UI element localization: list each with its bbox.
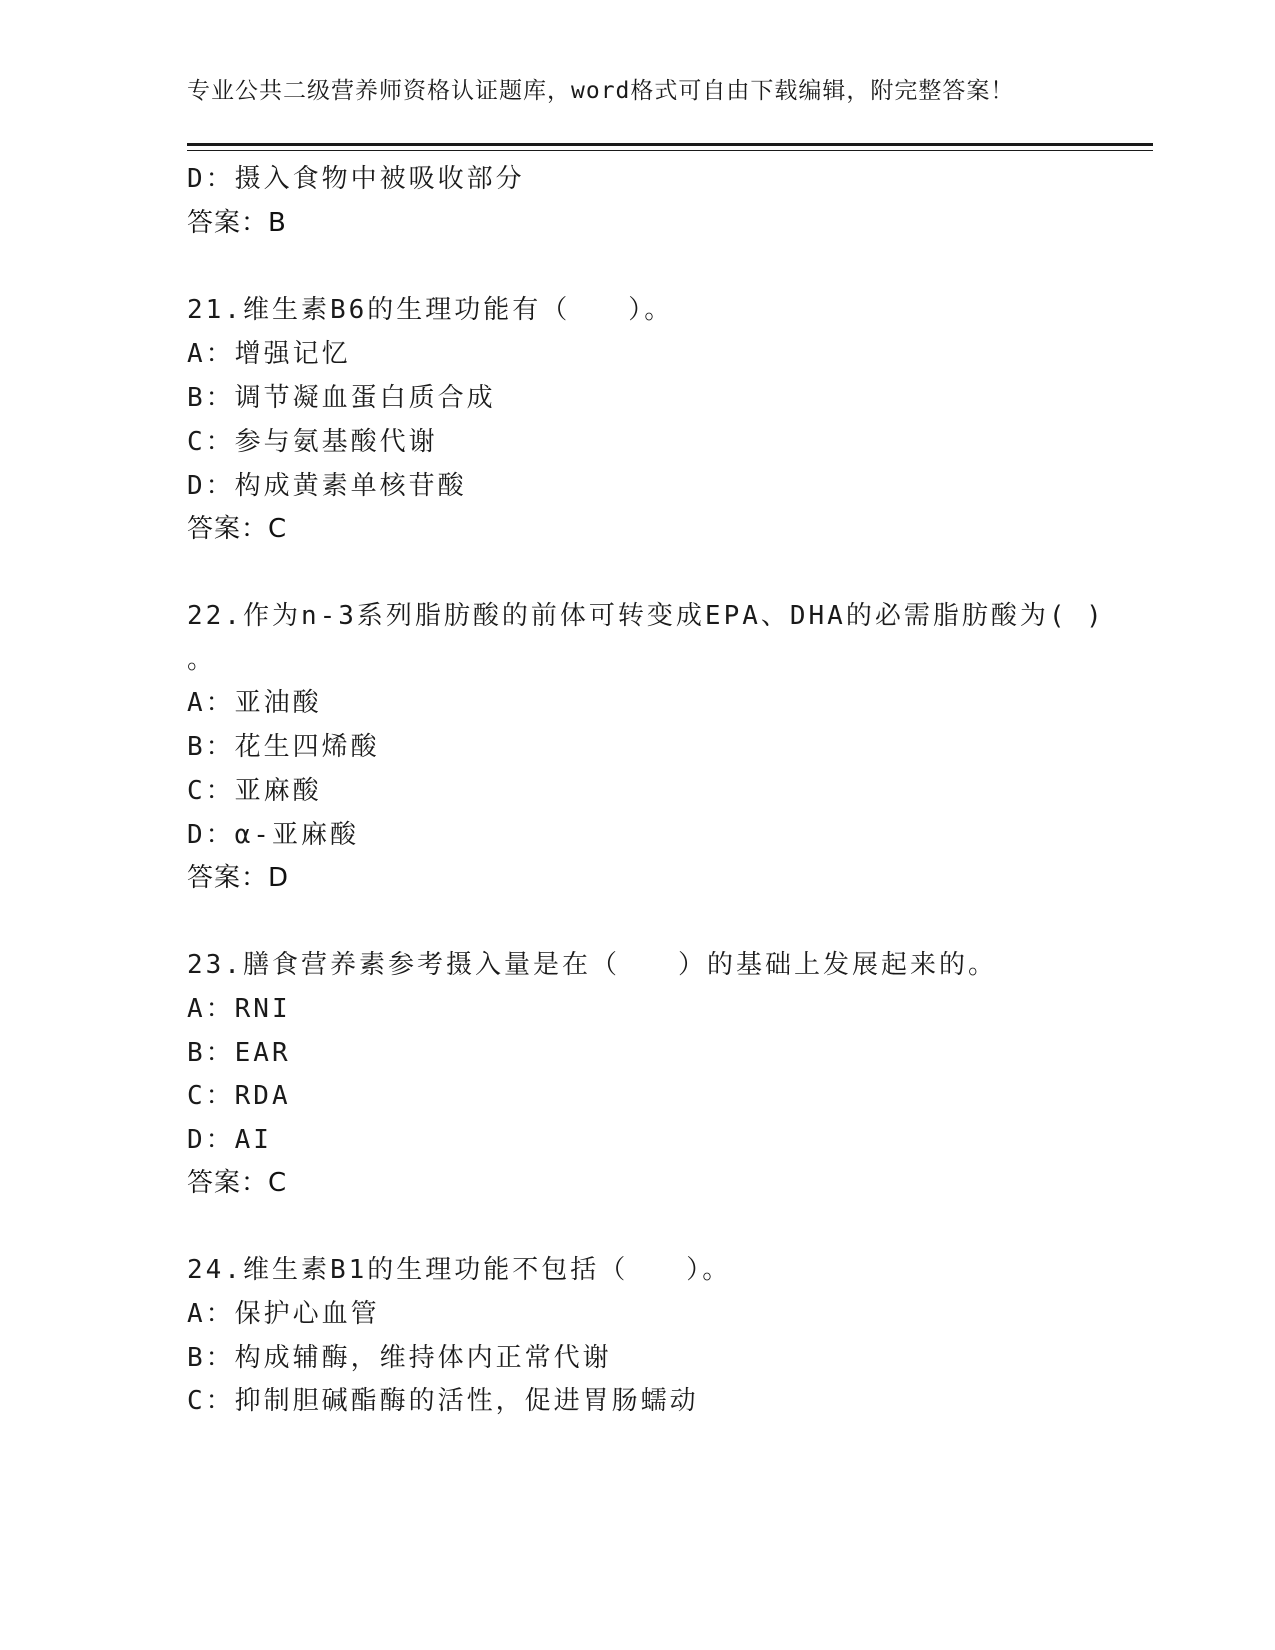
answer-line: 答案：B [187,208,287,238]
answer-line: 答案：C [187,1168,288,1198]
option-b: B：花生四烯酸 [187,732,380,762]
question-stem: 23.膳食营养素参考摄入量是在（ ）的基础上发展起来的。 [187,950,997,980]
option-c: C：抑制胆碱酯酶的活性，促进胃肠蠕动 [187,1386,699,1416]
option-c: C：亚麻酸 [187,776,322,806]
option-d: D：AI [187,1125,272,1155]
option-b: B：调节凝血蛋白质合成 [187,383,496,413]
question-stem: 22.作为n-3系列脂肪酸的前体可转变成EPA、DHA的必需脂肪酸为( ) [187,601,1105,631]
option-a: A：RNI [187,994,291,1024]
option-c: C：参与氨基酸代谢 [187,427,438,457]
question-stem: 24.维生素B1的生理功能不包括（ ）。 [187,1255,732,1285]
question-stem: 21.维生素B6的生理功能有（ ）。 [187,295,674,325]
option-a: A：亚油酸 [187,688,322,718]
option-d: D：α-亚麻酸 [187,820,359,850]
option-a: A：增强记忆 [187,339,351,369]
option-b: B：EAR [187,1038,291,1068]
option-a: A：保护心血管 [187,1299,380,1329]
option-d: D：构成黄素单核苷酸 [187,471,467,501]
option-b: B：构成辅酶，维持体内正常代谢 [187,1343,612,1373]
header-rule-thick [187,143,1153,146]
answer-line: 答案：D [187,863,290,893]
option-d: D：摄入食物中被吸收部分 [187,164,525,194]
question-stem-continuation: 。 [187,645,217,675]
answer-line: 答案：C [187,514,288,544]
header-rule-thin [187,150,1153,151]
page-header: 专业公共二级营养师资格认证题库，word格式可自由下载编辑，附完整答案！ [187,78,1015,104]
option-c: C：RDA [187,1081,291,1111]
